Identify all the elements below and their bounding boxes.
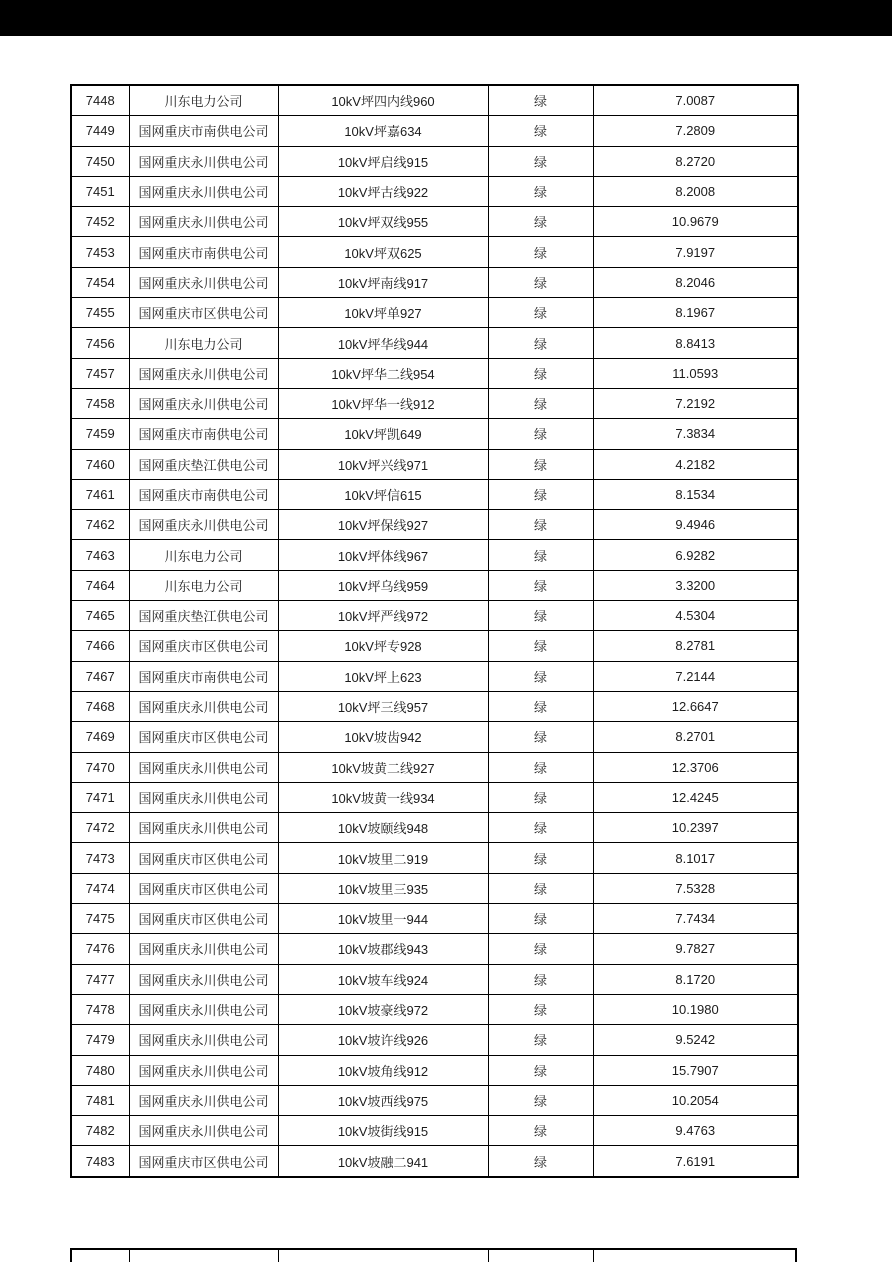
company-cell: 国网重庆永川供电公司 <box>129 691 278 721</box>
status-cell: 绿 <box>488 146 593 176</box>
table-row <box>71 843 798 873</box>
value-cell: 8.2046 <box>593 267 798 297</box>
value-cell: 7.6191 <box>593 1146 798 1177</box>
company-cell: 国网重庆市区供电公司 <box>129 1146 278 1177</box>
line-name-cell: 10kV坡豪线972 <box>278 994 488 1024</box>
status-cell: 绿 <box>488 237 593 267</box>
table-row <box>71 85 798 116</box>
table-row <box>71 752 798 782</box>
table-row <box>71 661 798 691</box>
value-cell: 8.1017 <box>593 843 798 873</box>
row-id-cell: 7481 <box>71 1085 129 1115</box>
company-cell: 国网重庆垫江供电公司 <box>129 449 278 479</box>
partial-next-page-table <box>70 1248 797 1262</box>
value-cell: 6.9282 <box>593 540 798 570</box>
company-cell: 国网重庆永川供电公司 <box>129 1055 278 1085</box>
status-cell: 绿 <box>488 116 593 146</box>
company-cell: 国网重庆市区供电公司 <box>129 904 278 934</box>
line-name-cell: 10kV坪三线957 <box>278 691 488 721</box>
company-cell: 国网重庆永川供电公司 <box>129 388 278 418</box>
row-id-cell: 7459 <box>71 419 129 449</box>
line-name-cell: 10kV坡齿942 <box>278 722 488 752</box>
row-id-cell: 7470 <box>71 752 129 782</box>
table-row <box>71 994 798 1024</box>
status-cell: 绿 <box>488 540 593 570</box>
status-cell: 绿 <box>488 1146 593 1177</box>
value-cell: 8.1967 <box>593 298 798 328</box>
line-name-cell: 10kV坪华二线954 <box>278 358 488 388</box>
row-id-cell: 7450 <box>71 146 129 176</box>
value-cell: 10.2397 <box>593 813 798 843</box>
value-cell: 9.7827 <box>593 934 798 964</box>
row-id-cell: 7462 <box>71 510 129 540</box>
line-name-cell: 10kV坪体线967 <box>278 540 488 570</box>
status-cell: 绿 <box>488 964 593 994</box>
company-cell: 国网重庆永川供电公司 <box>129 207 278 237</box>
row-id-cell: 7454 <box>71 267 129 297</box>
row-id-cell: 7456 <box>71 328 129 358</box>
status-cell: 绿 <box>488 752 593 782</box>
line-name-cell: 10kV坡里二919 <box>278 843 488 873</box>
line-name-cell: 10kV坪单927 <box>278 298 488 328</box>
table-row <box>71 146 798 176</box>
line-name-cell: 10kV坪上623 <box>278 661 488 691</box>
table-row <box>71 1085 798 1115</box>
status-cell: 绿 <box>488 631 593 661</box>
value-cell: 7.2192 <box>593 388 798 418</box>
row-id-cell: 7472 <box>71 813 129 843</box>
row-id-cell: 7474 <box>71 873 129 903</box>
status-cell: 绿 <box>488 358 593 388</box>
status-cell: 绿 <box>488 419 593 449</box>
line-name-cell: 10kV坡黄一线934 <box>278 782 488 812</box>
line-name-cell: 10kV坡颐线948 <box>278 813 488 843</box>
value-cell: 8.1720 <box>593 964 798 994</box>
line-name-cell: 10kV坡许线926 <box>278 1025 488 1055</box>
row-id-cell: 7479 <box>71 1025 129 1055</box>
status-cell: 绿 <box>488 479 593 509</box>
company-cell: 国网重庆永川供电公司 <box>129 934 278 964</box>
company-cell: 国网重庆市南供电公司 <box>129 661 278 691</box>
table-row <box>71 1116 798 1146</box>
table-row <box>71 631 798 661</box>
company-cell: 国网重庆市区供电公司 <box>129 843 278 873</box>
company-cell: 国网重庆永川供电公司 <box>129 510 278 540</box>
line-name-cell: 10kV坪乌线959 <box>278 570 488 600</box>
status-cell: 绿 <box>488 85 593 116</box>
table-row <box>71 964 798 994</box>
line-name-cell: 10kV坡黄二线927 <box>278 752 488 782</box>
value-cell: 15.7907 <box>593 1055 798 1085</box>
value-cell: 8.2701 <box>593 722 798 752</box>
value-cell: 12.4245 <box>593 782 798 812</box>
row-id-cell: 7449 <box>71 116 129 146</box>
row-id-cell: 7451 <box>71 176 129 206</box>
company-cell: 川东电力公司 <box>129 328 278 358</box>
line-name-cell: 10kV坪启线915 <box>278 146 488 176</box>
row-id-cell: 7468 <box>71 691 129 721</box>
table-row <box>71 419 798 449</box>
row-id-cell: 7455 <box>71 298 129 328</box>
status-cell: 绿 <box>488 934 593 964</box>
status-cell: 绿 <box>488 207 593 237</box>
company-cell: 国网重庆市南供电公司 <box>129 479 278 509</box>
status-cell: 绿 <box>488 1116 593 1146</box>
line-name-cell: 10kV坡西线975 <box>278 1085 488 1115</box>
value-cell: 7.7434 <box>593 904 798 934</box>
line-name-cell: 10kV坪凯649 <box>278 419 488 449</box>
status-cell: 绿 <box>488 267 593 297</box>
row-id-cell: 7461 <box>71 479 129 509</box>
company-cell: 川东电力公司 <box>129 570 278 600</box>
table-row <box>71 934 798 964</box>
row-id-cell: 7448 <box>71 85 129 116</box>
table-row <box>71 722 798 752</box>
column-divider <box>278 1250 279 1262</box>
row-id-cell: 7467 <box>71 661 129 691</box>
company-cell: 川东电力公司 <box>129 85 278 116</box>
value-cell: 9.5242 <box>593 1025 798 1055</box>
value-cell: 7.2809 <box>593 116 798 146</box>
row-id-cell: 7458 <box>71 388 129 418</box>
value-cell: 12.6647 <box>593 691 798 721</box>
company-cell: 国网重庆市区供电公司 <box>129 873 278 903</box>
company-cell: 国网重庆永川供电公司 <box>129 994 278 1024</box>
status-cell: 绿 <box>488 388 593 418</box>
status-cell: 绿 <box>488 661 593 691</box>
value-cell: 4.5304 <box>593 601 798 631</box>
status-cell: 绿 <box>488 328 593 358</box>
value-cell: 9.4946 <box>593 510 798 540</box>
line-name-cell: 10kV坡里一944 <box>278 904 488 934</box>
value-cell: 8.2720 <box>593 146 798 176</box>
row-id-cell: 7464 <box>71 570 129 600</box>
status-cell: 绿 <box>488 904 593 934</box>
line-name-cell: 10kV坪双625 <box>278 237 488 267</box>
table-row <box>71 298 798 328</box>
table-row <box>71 1025 798 1055</box>
company-cell: 国网重庆永川供电公司 <box>129 1025 278 1055</box>
table-row <box>71 813 798 843</box>
status-cell: 绿 <box>488 570 593 600</box>
table-row <box>71 388 798 418</box>
status-cell: 绿 <box>488 1025 593 1055</box>
line-name-cell: 10kV坪四内线960 <box>278 85 488 116</box>
value-cell: 10.1980 <box>593 994 798 1024</box>
status-cell: 绿 <box>488 601 593 631</box>
line-name-cell: 10kV坡角线912 <box>278 1055 488 1085</box>
status-cell: 绿 <box>488 298 593 328</box>
company-cell: 国网重庆永川供电公司 <box>129 176 278 206</box>
table-body <box>71 85 798 1177</box>
column-divider <box>129 1250 130 1262</box>
status-cell: 绿 <box>488 176 593 206</box>
value-cell: 7.0087 <box>593 85 798 116</box>
table-row <box>71 570 798 600</box>
table-row <box>71 691 798 721</box>
row-id-cell: 7477 <box>71 964 129 994</box>
row-id-cell: 7457 <box>71 358 129 388</box>
line-name-cell: 10kV坪华线944 <box>278 328 488 358</box>
row-id-cell: 7466 <box>71 631 129 661</box>
company-cell: 国网重庆市区供电公司 <box>129 298 278 328</box>
line-name-cell: 10kV坡融二941 <box>278 1146 488 1177</box>
power-line-table <box>70 84 799 1178</box>
value-cell: 10.2054 <box>593 1085 798 1115</box>
line-name-cell: 10kV坡里三935 <box>278 873 488 903</box>
table-row <box>71 904 798 934</box>
table-row <box>71 1055 798 1085</box>
row-id-cell: 7478 <box>71 994 129 1024</box>
status-cell: 绿 <box>488 449 593 479</box>
table-row <box>71 358 798 388</box>
company-cell: 国网重庆永川供电公司 <box>129 752 278 782</box>
company-cell: 国网重庆垫江供电公司 <box>129 601 278 631</box>
top-black-bar <box>0 0 892 36</box>
company-cell: 国网重庆永川供电公司 <box>129 964 278 994</box>
column-divider <box>593 1250 594 1262</box>
status-cell: 绿 <box>488 722 593 752</box>
value-cell: 8.2781 <box>593 631 798 661</box>
value-cell: 8.1534 <box>593 479 798 509</box>
table-row <box>71 176 798 206</box>
company-cell: 国网重庆市南供电公司 <box>129 116 278 146</box>
status-cell: 绿 <box>488 782 593 812</box>
row-id-cell: 7480 <box>71 1055 129 1085</box>
company-cell: 国网重庆永川供电公司 <box>129 358 278 388</box>
line-name-cell: 10kV坡街线915 <box>278 1116 488 1146</box>
row-id-cell: 7460 <box>71 449 129 479</box>
value-cell: 9.4763 <box>593 1116 798 1146</box>
line-name-cell: 10kV坪华一线912 <box>278 388 488 418</box>
status-cell: 绿 <box>488 873 593 903</box>
value-cell: 7.3834 <box>593 419 798 449</box>
company-cell: 国网重庆永川供电公司 <box>129 146 278 176</box>
value-cell: 7.9197 <box>593 237 798 267</box>
company-cell: 国网重庆永川供电公司 <box>129 267 278 297</box>
table-row <box>71 601 798 631</box>
company-cell: 国网重庆市南供电公司 <box>129 419 278 449</box>
column-divider <box>488 1250 489 1262</box>
table-row <box>71 782 798 812</box>
table-row <box>71 873 798 903</box>
line-name-cell: 10kV坡车线924 <box>278 964 488 994</box>
company-cell: 国网重庆市南供电公司 <box>129 237 278 267</box>
line-name-cell: 10kV坪兴线971 <box>278 449 488 479</box>
row-id-cell: 7471 <box>71 782 129 812</box>
status-cell: 绿 <box>488 691 593 721</box>
row-id-cell: 7476 <box>71 934 129 964</box>
table-row <box>71 540 798 570</box>
table-row <box>71 1146 798 1177</box>
row-id-cell: 7469 <box>71 722 129 752</box>
company-cell: 国网重庆永川供电公司 <box>129 782 278 812</box>
line-name-cell: 10kV坪双线955 <box>278 207 488 237</box>
row-id-cell: 7482 <box>71 1116 129 1146</box>
value-cell: 4.2182 <box>593 449 798 479</box>
company-cell: 国网重庆市区供电公司 <box>129 631 278 661</box>
row-id-cell: 7452 <box>71 207 129 237</box>
table-row <box>71 479 798 509</box>
row-id-cell: 7463 <box>71 540 129 570</box>
value-cell: 12.3706 <box>593 752 798 782</box>
value-cell: 10.9679 <box>593 207 798 237</box>
line-name-cell: 10kV坪嘉634 <box>278 116 488 146</box>
status-cell: 绿 <box>488 510 593 540</box>
value-cell: 7.2144 <box>593 661 798 691</box>
line-name-cell: 10kV坪南线917 <box>278 267 488 297</box>
value-cell: 7.5328 <box>593 873 798 903</box>
row-id-cell: 7475 <box>71 904 129 934</box>
company-cell: 国网重庆永川供电公司 <box>129 813 278 843</box>
value-cell: 8.8413 <box>593 328 798 358</box>
row-id-cell: 7473 <box>71 843 129 873</box>
company-cell: 国网重庆永川供电公司 <box>129 1085 278 1115</box>
company-cell: 川东电力公司 <box>129 540 278 570</box>
table-row <box>71 449 798 479</box>
company-cell: 国网重庆市区供电公司 <box>129 722 278 752</box>
status-cell: 绿 <box>488 843 593 873</box>
row-id-cell: 7453 <box>71 237 129 267</box>
table-row <box>71 207 798 237</box>
line-name-cell: 10kV坡郡线943 <box>278 934 488 964</box>
line-name-cell: 10kV坪保线927 <box>278 510 488 540</box>
status-cell: 绿 <box>488 1085 593 1115</box>
status-cell: 绿 <box>488 994 593 1024</box>
line-name-cell: 10kV坪专928 <box>278 631 488 661</box>
line-name-cell: 10kV坪信615 <box>278 479 488 509</box>
line-name-cell: 10kV坪古线922 <box>278 176 488 206</box>
row-id-cell: 7483 <box>71 1146 129 1177</box>
table-row <box>71 116 798 146</box>
table-row <box>71 510 798 540</box>
table-row <box>71 267 798 297</box>
table-row <box>71 328 798 358</box>
value-cell: 11.0593 <box>593 358 798 388</box>
value-cell: 8.2008 <box>593 176 798 206</box>
table-row <box>71 237 798 267</box>
value-cell: 3.3200 <box>593 570 798 600</box>
status-cell: 绿 <box>488 1055 593 1085</box>
line-name-cell: 10kV坪严线972 <box>278 601 488 631</box>
company-cell: 国网重庆永川供电公司 <box>129 1116 278 1146</box>
status-cell: 绿 <box>488 813 593 843</box>
row-id-cell: 7465 <box>71 601 129 631</box>
